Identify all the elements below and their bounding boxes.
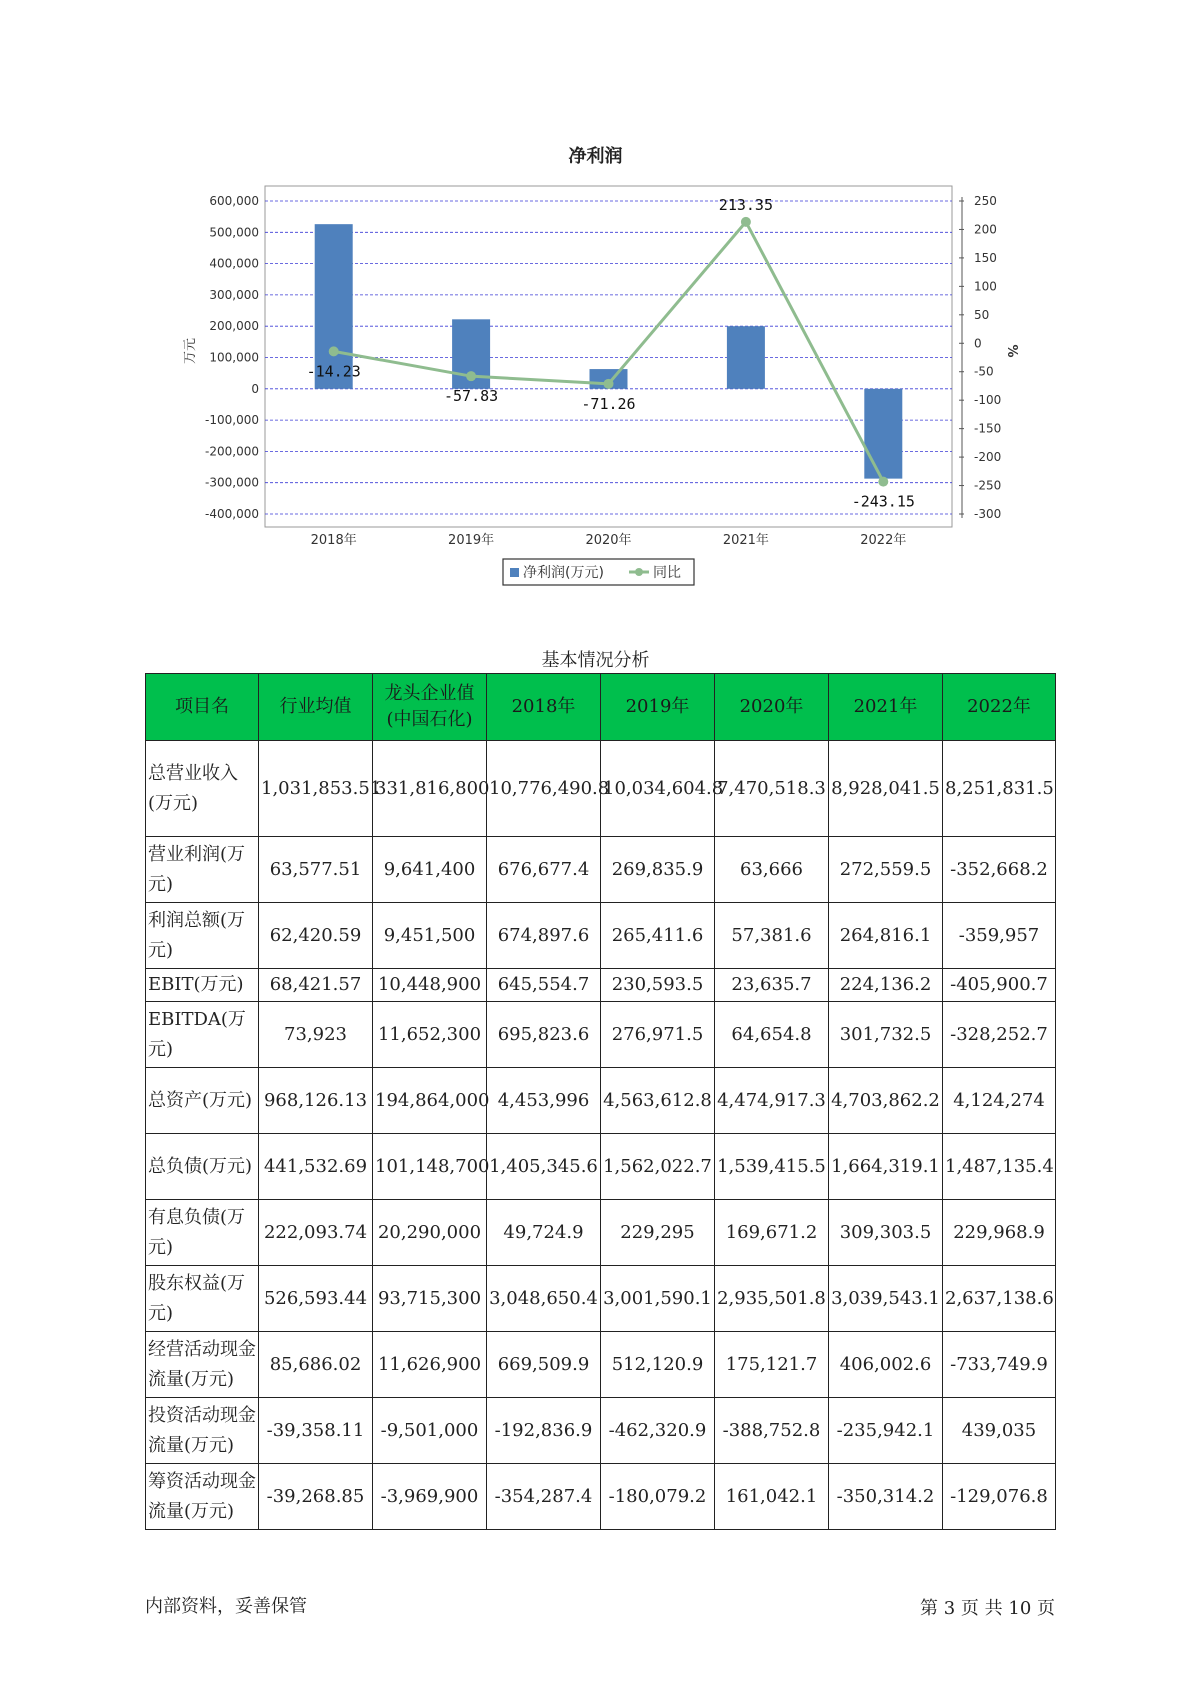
table-row bbox=[146, 903, 1056, 969]
y2-tick-label: 250 bbox=[974, 194, 997, 208]
table-cell: 4,703,862.2 bbox=[829, 1068, 943, 1134]
table-cell: 1,405,345.6 bbox=[487, 1134, 601, 1200]
analysis-table bbox=[145, 673, 1056, 1530]
column-header: 龙头企业值(中国石化) bbox=[373, 674, 487, 741]
table-cell: 301,732.5 bbox=[829, 1002, 943, 1068]
y-tick-label: 500,000 bbox=[209, 225, 259, 240]
row-label: 投资活动现金流量(万元) bbox=[146, 1398, 259, 1464]
y-tick-label: 400,000 bbox=[209, 256, 259, 271]
table-cell: 229,295 bbox=[601, 1200, 715, 1266]
legend-line-marker bbox=[635, 568, 643, 576]
table-cell: 10,034,604.8 bbox=[601, 741, 715, 837]
table-cell: 695,823.6 bbox=[487, 1002, 601, 1068]
table-cell: 9,451,500 bbox=[373, 903, 487, 969]
table-cell: 11,626,900 bbox=[373, 1332, 487, 1398]
table-cell: 57,381.6 bbox=[715, 903, 829, 969]
table-cell: 526,593.44 bbox=[259, 1266, 373, 1332]
table-cell: 968,126.13 bbox=[259, 1068, 373, 1134]
row-label: 经营活动现金流量(万元) bbox=[146, 1332, 259, 1398]
page-number: 第 3 页 共 10 页 bbox=[920, 1598, 1055, 1619]
y-tick-label: 200,000 bbox=[209, 319, 259, 334]
row-label: 筹资活动现金流量(万元) bbox=[146, 1464, 259, 1530]
table-cell: 68,421.57 bbox=[259, 969, 373, 1002]
column-header: 2020年 bbox=[715, 674, 829, 741]
table-cell: -354,287.4 bbox=[487, 1464, 601, 1530]
table-cell: 676,677.4 bbox=[487, 837, 601, 903]
table-cell: 85,686.02 bbox=[259, 1332, 373, 1398]
table-cell: -462,320.9 bbox=[601, 1398, 715, 1464]
row-label: 总负债(万元) bbox=[146, 1134, 259, 1200]
table-cell: 169,671.2 bbox=[715, 1200, 829, 1266]
table-cell: 93,715,300 bbox=[373, 1266, 487, 1332]
table-row bbox=[146, 1464, 1056, 1530]
y2-tick-label: -50 bbox=[974, 364, 994, 379]
table-cell: 1,031,853.51 bbox=[259, 741, 373, 837]
point-yoy bbox=[604, 379, 614, 389]
table-cell: 3,001,590.1 bbox=[601, 1266, 715, 1332]
table-cell: 674,897.6 bbox=[487, 903, 601, 969]
y2-tick-label: -100 bbox=[974, 393, 1002, 408]
y2-tick-label: 0 bbox=[974, 336, 982, 351]
row-label: 有息负债(万元) bbox=[146, 1200, 259, 1266]
table-row bbox=[146, 1332, 1056, 1398]
bar-net-profit bbox=[864, 389, 902, 479]
y-tick-label: -300,000 bbox=[205, 475, 259, 490]
point-yoy bbox=[878, 477, 888, 487]
table-cell: 8,928,041.5 bbox=[829, 741, 943, 837]
data-label-yoy: -243.15 bbox=[851, 492, 915, 511]
y2-tick-label: 150 bbox=[974, 250, 997, 265]
y2-tick-label: 100 bbox=[974, 279, 997, 294]
y-tick-label: 300,000 bbox=[209, 287, 259, 302]
table-cell: 645,554.7 bbox=[487, 969, 601, 1002]
table-cell: 224,136.2 bbox=[829, 969, 943, 1002]
table-cell: 669,509.9 bbox=[487, 1332, 601, 1398]
table-cell: -388,752.8 bbox=[715, 1398, 829, 1464]
x-tick-label: 2018年 bbox=[310, 533, 357, 548]
table-cell: 264,816.1 bbox=[829, 903, 943, 969]
table-cell: 2,935,501.8 bbox=[715, 1266, 829, 1332]
point-yoy bbox=[741, 217, 751, 227]
table-cell: -350,314.2 bbox=[829, 1464, 943, 1530]
column-header: 2021年 bbox=[829, 674, 943, 741]
table-cell: 309,303.5 bbox=[829, 1200, 943, 1266]
row-label: 营业利润(万元) bbox=[146, 837, 259, 903]
column-header: 2018年 bbox=[487, 674, 601, 741]
table-cell: 4,453,996 bbox=[487, 1068, 601, 1134]
table-cell: 2,637,138.6 bbox=[943, 1266, 1056, 1332]
table-cell: 8,251,831.5 bbox=[943, 741, 1056, 837]
table-cell: 10,448,900 bbox=[373, 969, 487, 1002]
table-cell: -180,079.2 bbox=[601, 1464, 715, 1530]
table-cell: 3,039,543.1 bbox=[829, 1266, 943, 1332]
table-row bbox=[146, 837, 1056, 903]
y-tick-label: -400,000 bbox=[205, 507, 259, 521]
y-axis-label: 万元 bbox=[183, 337, 198, 365]
column-header: 行业均值 bbox=[259, 674, 373, 741]
table-cell: 63,577.51 bbox=[259, 837, 373, 903]
table-cell: 11,652,300 bbox=[373, 1002, 487, 1068]
table-row bbox=[146, 1068, 1056, 1134]
legend-label-net-profit: 净利润(万元) bbox=[523, 565, 604, 581]
table-row bbox=[146, 1002, 1056, 1068]
table-cell: 276,971.5 bbox=[601, 1002, 715, 1068]
data-label-yoy: -14.23 bbox=[306, 362, 361, 381]
table-cell: 7,470,518.3 bbox=[715, 741, 829, 837]
table-cell: -359,957 bbox=[943, 903, 1056, 969]
table-row bbox=[146, 1200, 1056, 1266]
point-yoy bbox=[466, 371, 476, 381]
table-cell: 1,487,135.4 bbox=[943, 1134, 1056, 1200]
table-cell: 4,563,612.8 bbox=[601, 1068, 715, 1134]
y2-tick-label: -200 bbox=[974, 450, 1002, 465]
data-label-yoy: 213.35 bbox=[718, 195, 773, 214]
y-tick-label: -100,000 bbox=[205, 413, 259, 428]
table-cell: -9,501,000 bbox=[373, 1398, 487, 1464]
chart-title: 净利润 bbox=[568, 146, 623, 167]
table-cell: 4,474,917.3 bbox=[715, 1068, 829, 1134]
y2-tick-label: 50 bbox=[974, 307, 990, 322]
table-row bbox=[146, 1134, 1056, 1200]
table-cell: -129,076.8 bbox=[943, 1464, 1056, 1530]
table-cell: -405,900.7 bbox=[943, 969, 1056, 1002]
table-cell: -39,268.85 bbox=[259, 1464, 373, 1530]
table-cell: 64,654.8 bbox=[715, 1002, 829, 1068]
x-tick-label: 2019年 bbox=[448, 533, 495, 548]
x-tick-label: 2020年 bbox=[585, 533, 632, 548]
table-row bbox=[146, 1266, 1056, 1332]
table-cell: 4,124,274 bbox=[943, 1068, 1056, 1134]
row-label: 总资产(万元) bbox=[146, 1068, 259, 1134]
x-tick-label: 2021年 bbox=[722, 533, 769, 548]
table-header-row bbox=[146, 674, 1056, 741]
y2-tick-label: -300 bbox=[974, 507, 1002, 521]
table-cell: -3,969,900 bbox=[373, 1464, 487, 1530]
table-cell: 406,002.6 bbox=[829, 1332, 943, 1398]
column-header: 2022年 bbox=[943, 674, 1056, 741]
point-yoy bbox=[329, 346, 339, 356]
table-cell: -192,836.9 bbox=[487, 1398, 601, 1464]
table-cell: 9,641,400 bbox=[373, 837, 487, 903]
net-profit-chart bbox=[0, 0, 1191, 600]
y2-tick-label: 200 bbox=[974, 222, 997, 237]
table-cell: 23,635.7 bbox=[715, 969, 829, 1002]
row-label: 总营业收入(万元) bbox=[146, 741, 259, 837]
bar-net-profit bbox=[727, 326, 765, 389]
table-cell: 439,035 bbox=[943, 1398, 1056, 1464]
row-label: EBITDA(万元) bbox=[146, 1002, 259, 1068]
row-label: 利润总额(万元) bbox=[146, 903, 259, 969]
table-cell: 1,539,415.5 bbox=[715, 1134, 829, 1200]
table-cell: -352,668.2 bbox=[943, 837, 1056, 903]
y2-axis-label: % bbox=[1004, 344, 1019, 358]
table-cell: 3,048,650.4 bbox=[487, 1266, 601, 1332]
column-header: 2019年 bbox=[601, 674, 715, 741]
table-row bbox=[146, 1398, 1056, 1464]
y2-tick-label: -150 bbox=[974, 421, 1002, 436]
table-cell: 512,120.9 bbox=[601, 1332, 715, 1398]
table-cell: 1,562,022.7 bbox=[601, 1134, 715, 1200]
x-tick-label: 2022年 bbox=[860, 533, 907, 548]
y-tick-label: 0 bbox=[251, 381, 259, 396]
table-cell: 441,532.69 bbox=[259, 1134, 373, 1200]
table-cell: 63,666 bbox=[715, 837, 829, 903]
row-label: 股东权益(万元) bbox=[146, 1266, 259, 1332]
table-cell: -39,358.11 bbox=[259, 1398, 373, 1464]
table-cell: 265,411.6 bbox=[601, 903, 715, 969]
table-cell: 20,290,000 bbox=[373, 1200, 487, 1266]
table-cell: 230,593.5 bbox=[601, 969, 715, 1002]
table-cell: 272,559.5 bbox=[829, 837, 943, 903]
table-cell: -733,749.9 bbox=[943, 1332, 1056, 1398]
table-cell: 10,776,490.8 bbox=[487, 741, 601, 837]
table-cell: 194,864,000 bbox=[373, 1068, 487, 1134]
row-label: EBIT(万元) bbox=[146, 969, 259, 1002]
table-cell: 1,664,319.1 bbox=[829, 1134, 943, 1200]
y-tick-label: 600,000 bbox=[209, 194, 259, 208]
table-cell: 161,042.1 bbox=[715, 1464, 829, 1530]
table-cell: 49,724.9 bbox=[487, 1200, 601, 1266]
data-label-yoy: -57.83 bbox=[444, 387, 499, 406]
table-cell: -328,252.7 bbox=[943, 1002, 1056, 1068]
table-cell: 73,923 bbox=[259, 1002, 373, 1068]
data-label-yoy: -71.26 bbox=[581, 394, 636, 413]
y-tick-label: -200,000 bbox=[205, 444, 259, 459]
footer-note: 内部资料，妥善保管 bbox=[145, 1596, 307, 1617]
table-cell: 269,835.9 bbox=[601, 837, 715, 903]
table-cell: 331,816,800 bbox=[373, 741, 487, 837]
table-caption: 基本情况分析 bbox=[541, 650, 650, 671]
table-cell: 229,968.9 bbox=[943, 1200, 1056, 1266]
legend-label-yoy: 同比 bbox=[653, 565, 681, 581]
table-row bbox=[146, 741, 1056, 837]
table-cell: 175,121.7 bbox=[715, 1332, 829, 1398]
table-cell: 222,093.74 bbox=[259, 1200, 373, 1266]
y-tick-label: 100,000 bbox=[209, 350, 259, 365]
table-cell: 101,148,700 bbox=[373, 1134, 487, 1200]
table-cell: 62,420.59 bbox=[259, 903, 373, 969]
table-row bbox=[146, 969, 1056, 1002]
legend-bar-swatch bbox=[510, 568, 519, 577]
column-header: 项目名 bbox=[146, 674, 259, 741]
y2-tick-label: -250 bbox=[974, 478, 1002, 493]
table-cell: -235,942.1 bbox=[829, 1398, 943, 1464]
